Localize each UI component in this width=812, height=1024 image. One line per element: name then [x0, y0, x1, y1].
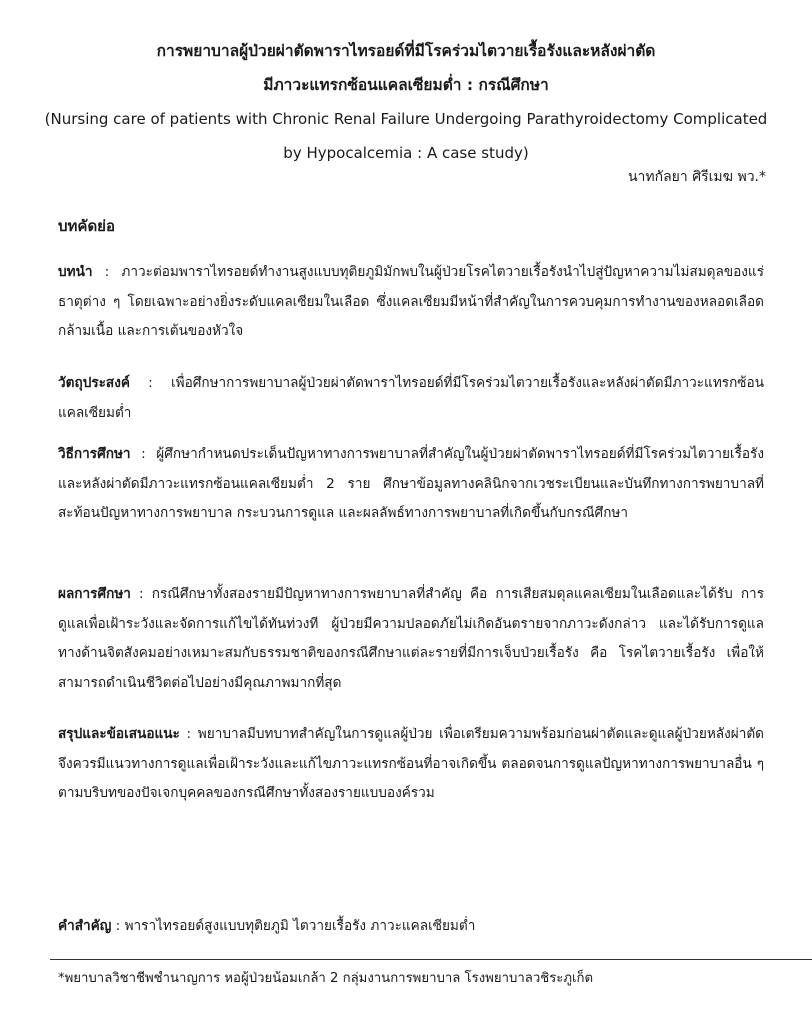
objective-label: วัตถุประสงค์ — [58, 375, 130, 391]
abstract-heading: บทคัดย่อ — [58, 217, 115, 235]
introduction-label: บทนำ — [58, 264, 93, 280]
objective-text: : เพื่อศึกษาการพยาบาลผู้ป่วยผ่าตัดพาราไทรอยด์ที่มีโรคร่วมไตวายเรื้อรังและหลังผ่าตัดมีภาวะแทรกซ้อนแคลเซียมต่ำ — [58, 375, 764, 421]
method-paragraph — [58, 440, 764, 529]
conclusion-text: : พยาบาลมีบทบาทสำคัญในการดูแลผู้ป่วย เพื่อเตรียมความพร้อมก่อนผ่าตัดและดูแลผู้ป่วยหลังผ่าตัด จึงควรมีแนวทางการดูแลเพื่อเฝ้าระวังและแก้ไขภาวะแทรกซ้อนที่อาจเกิดขึ้น ตลอดจนการดูแลปัญหาทางการพยาบาลอื่น ๆ ตามบริบทของปัจเจกบุคคลของกรณีศึกษาทั้งสองรายแบบองค์รวม — [58, 726, 764, 801]
conclusion-label: สรุปและข้อเสนอแนะ — [58, 726, 180, 742]
objective-paragraph — [58, 369, 764, 428]
title-english-line-2: by Hypocalcemia : A case study) — [283, 144, 529, 162]
footnote: *พยาบาลวิชาชีพชำนาญการ หอผู้ป่วยน้อมเกล้า 2 กลุ่มงานการพยาบาล โรงพยาบาลวชิระภูเก็ต — [58, 971, 594, 986]
keywords-text: : พาราไทรอยด์สูงแบบทุติยภูมิ ไตวายเรื้อรัง ภาวะแคลเซียมต่ำ — [111, 918, 476, 934]
footnote-divider — [50, 959, 812, 960]
title-english-line-1: (Nursing care of patients with Chronic Renal Failure Undergoing Parathyroidectomy Complicated — [44, 110, 768, 128]
title-thai-line-2: มีภาวะแทรกซ้อนแคลเซียมต่ำ : กรณีศึกษา — [263, 76, 549, 94]
title-thai-line-1: การพยาบาลผู้ป่วยผ่าตัดพาราไทรอยด์ที่มีโรคร่วมไตวายเรื้อรังและหลังผ่าตัด — [156, 42, 656, 60]
conclusion-paragraph — [58, 720, 764, 809]
keywords-line — [58, 912, 764, 941]
introduction-paragraph — [58, 258, 764, 347]
keywords-label: คำสำคัญ — [58, 918, 112, 934]
introduction-text: : ภาวะต่อมพาราไทรอยด์ทำงานสูงแบบทุติยภูมิมักพบในผู้ป่วยโรคไตวายเรื้อรังนำไปสู่ปัญหาความไม่สมดุลของแร่ธาตุต่าง ๆ โดยเฉพาะอย่างยิ่งระดับแคลเซียมในเลือด ซึ่งแคลเซียมมีหน้าที่สำคัญในการควบคุมการทำงานของหลอดเลือด กล้ามเนื้อ และการเต้นของหัวใจ — [58, 264, 764, 339]
results-label: ผลการศึกษา — [58, 586, 131, 602]
method-text: : ผู้ศึกษากำหนดประเด็นปัญหาทางการพยาบาลที่สำคัญในผู้ป่วยผ่าตัดพาราไทรอยด์ที่มีโรคร่วมไตวายเรื้อรังและหลังผ่าตัดมีภาวะแทรกซ้อนแคลเซียมต่ำ 2 ราย ศึกษาข้อมูลทางคลินิกจากเวชระเบียนและบันทึกทางการพยาบาลที่สะท้อนปัญหาทางการพยาบาล กระบวนการดูแล และผลลัพธ์ทางการพยาบาลที่เกิดขึ้นกับกรณีศึกษา — [58, 446, 764, 521]
method-label: วิธีการศึกษา — [58, 446, 131, 462]
title-block — [40, 34, 772, 170]
author-name: นาทกัลยา ศิรีเมฆ พว.* — [627, 169, 766, 185]
results-text: : กรณีศึกษาทั้งสองรายมีปัญหาทางการพยาบาลที่สำคัญ คือ การเสียสมดุลแคลเซียมในเลือดและได้รับ การดูแลเพื่อเฝ้าระวังและจัดการแก้ไขได้ทันท่วงที ผู้ป่วยมีความปลอดภัยไม่เกิดอันตรายจากภาวะดังกล่าว และได้รับการดูแลทางด้านจิตสังคมอย่างเหมาะสมกับธรรมชาติของกรณีศึกษาแต่ละรายที่มีการเจ็บป่วยเรื้อรัง คือ โรคไตวายเรื้อรัง เพื่อให้สามารถดำเนินชีวิตต่อไปอย่างมีคุณภาพมากที่สุด — [58, 586, 764, 691]
results-paragraph — [58, 580, 764, 698]
